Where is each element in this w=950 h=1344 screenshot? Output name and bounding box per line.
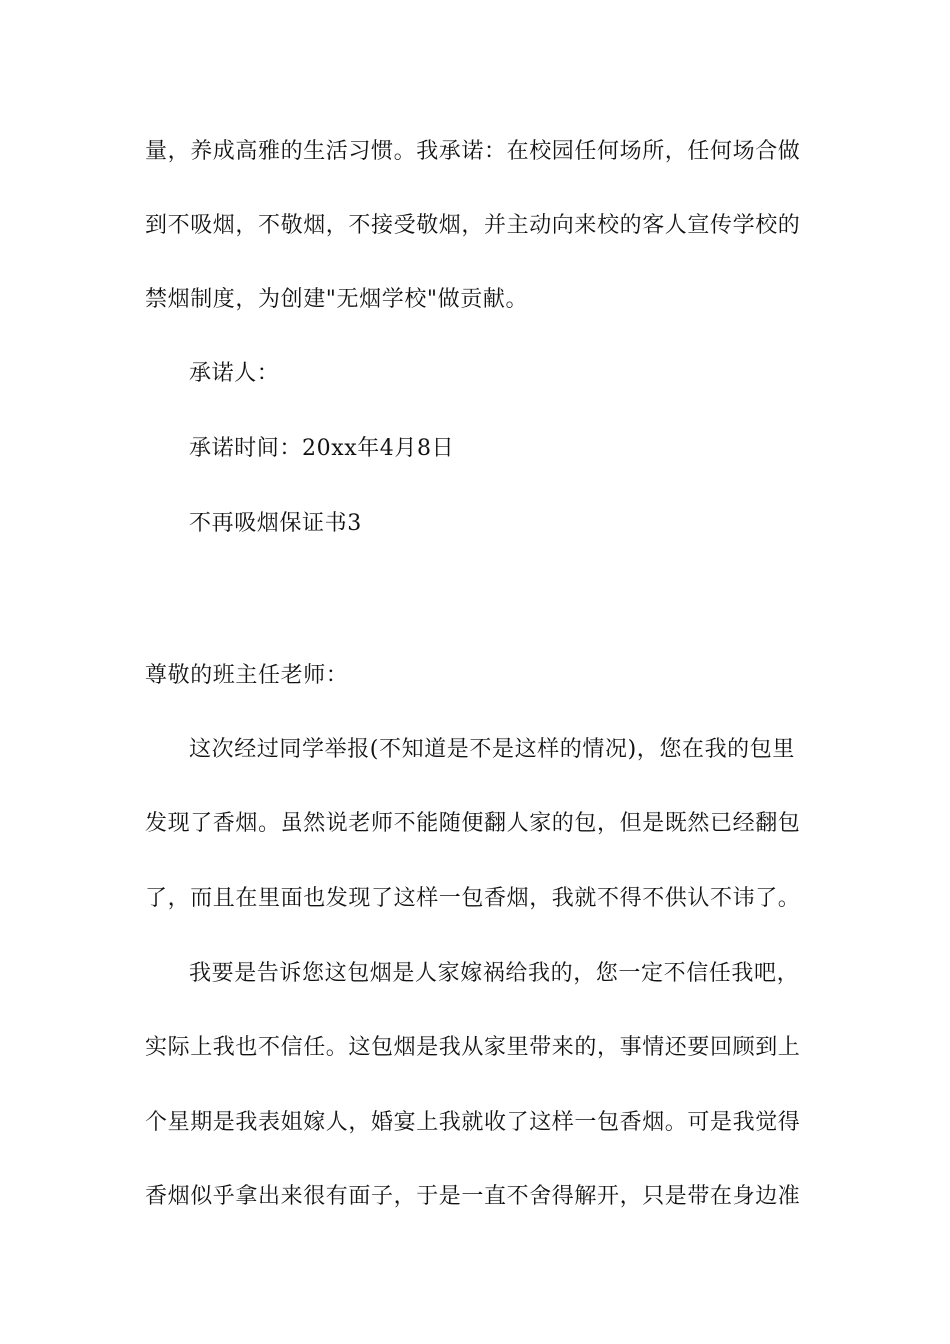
paragraph-line: 发现了香烟。虽然说老师不能随便翻人家的包，但是既然已经翻包 [145,811,801,836]
paragraph-line: 禁烟制度，为创建"无烟学校"做贡献。 [145,287,529,312]
paragraph-line: 这次经过同学举报(不知道是不是这样的情况)，您在我的包里 [189,737,795,762]
paragraph-line: 实际上我也不信任。这包烟是我从家里带来的，事情还要回顾到上 [145,1035,801,1060]
salutation: 尊敬的班主任老师： [145,663,349,688]
paragraph-line: 我要是告诉您这包烟是人家嫁祸给我的，您一定不信任我吧， [189,961,800,986]
date-line: 承诺时间：20xx年4月8日 [189,436,455,461]
paragraph-line: 量，养成高雅的生活习惯。我承诺：在校园任何场所，任何场合做 [145,139,801,164]
section-title: 不再吸烟保证书3 [189,511,362,536]
paragraph-line: 个星期是我表姐嫁人，婚宴上我就收了这样一包香烟。可是我觉得 [145,1110,801,1135]
paragraph-line: 到不吸烟，不敬烟，不接受敬烟，并主动向来校的客人宣传学校的 [145,213,801,238]
signer-label: 承诺人： [189,361,280,386]
paragraph-line: 香烟似乎拿出来很有面子，于是一直不舍得解开，只是带在身边准 [145,1184,801,1209]
paragraph-line: 了，而且在里面也发现了这样一包香烟，我就不得不供认不讳了。 [145,886,801,911]
